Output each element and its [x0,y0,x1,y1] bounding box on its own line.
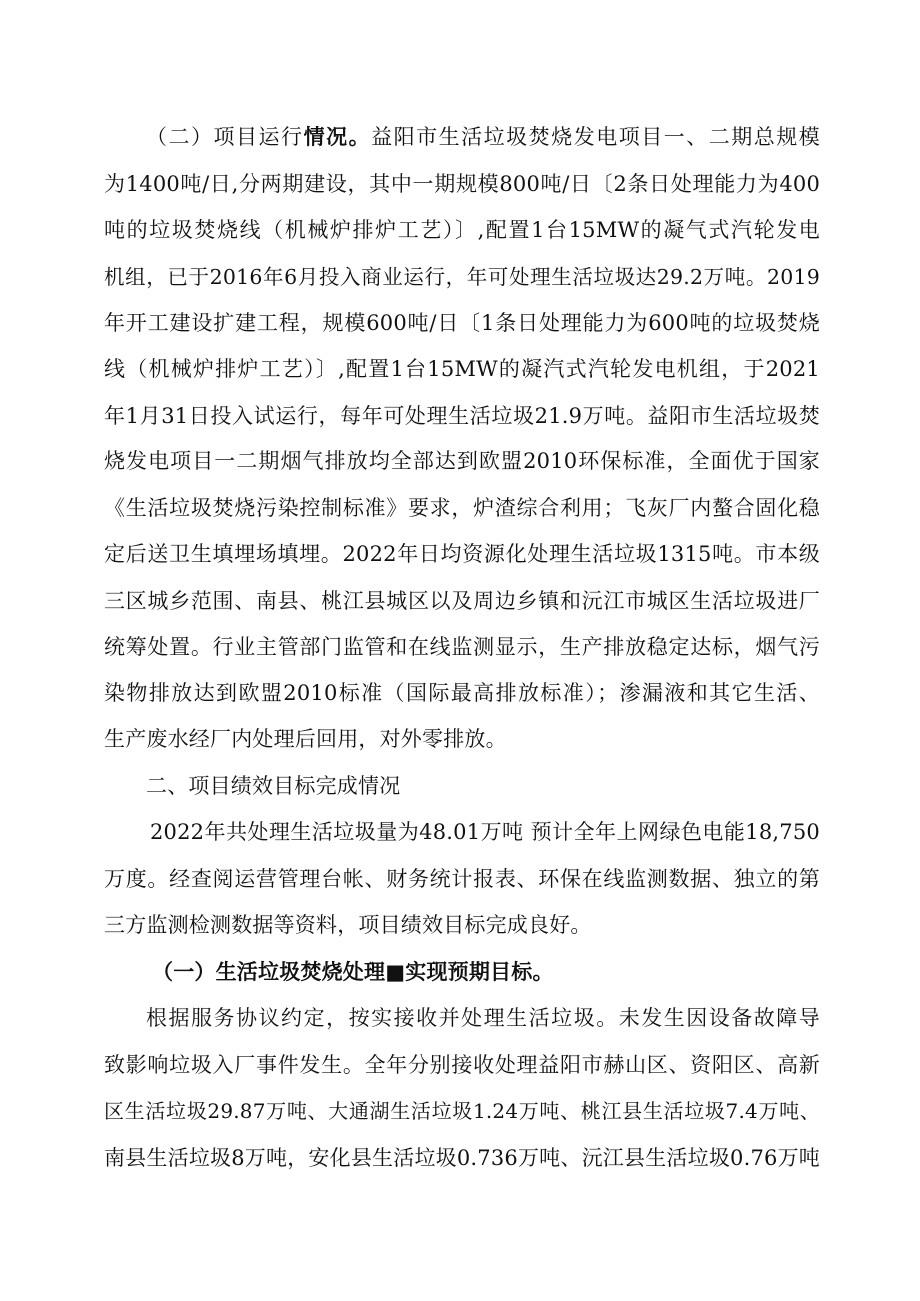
para3-line: 致影响垃圾入厂事件发生。全年分别接收处理益阳市赫山区、资阳区、高新 [104,1053,820,1077]
para1-line: 吨的垃圾焚烧线（机械炉排炉工艺）〕,配置1台15MW的凝气式汽轮发电 [104,218,820,242]
para1-line1-text: 益阳市生活垃圾焚烧发电项目一、二期总规模 [371,125,820,149]
para2-line: 三方监测检测数据等资料，项目绩效目标完成良好。 [104,913,592,937]
para1-line: 为1400吨/日,分两期建设，其中一期规模800吨/日〔2条日处理能力为400 [104,172,820,196]
para1-line: 统筹处置。行业主管部门监管和在线监测显示，生产排放稳定达标，烟气污 [104,635,820,659]
section-2-first-line [146,122,820,152]
para2-line: 万度。经查阅运营管理台帐、财务统计报表、环保在线监测数据、独立的第 [104,867,820,891]
para3-line: 根据服务协议约定，按实接收并处理生活垃圾。未发生因设备故障导 [146,1006,820,1030]
para1-line: 《生活垃圾焚烧污染控制标准》要求，炉渣综合利用；飞灰厂内螯合固化稳 [104,496,820,520]
para2-line: 2022年共处理生活垃圾量为48.01万吨 预计全年上网绿色电能18,750 [150,820,820,844]
subheading: （一）生活垃圾焚烧处理■实现预期目标。 [152,959,554,984]
para3-line: 南县生活垃圾8万吨，安化县生活垃圾0.736万吨、沅江县生活垃圾0.76万吨 [104,1146,820,1170]
para1-line: 烧发电项目一二期烟气排放均全部达到欧盟2010环保标准，全面优于国家 [104,449,820,473]
para3-line: 区生活垃圾29.87万吨、大通湖生活垃圾1.24万吨、桃江县生活垃圾7.4万吨、 [104,1099,820,1123]
section-2-heading-bold: 情况。 [303,124,372,149]
para1-line: 线（机械炉排炉工艺）〕,配置1台15MW的凝汽式汽轮发电机组，于2021 [104,357,820,381]
para1-line: 年1月31日投入试运行，每年可处理生活垃圾21.9万吨。益阳市生活垃圾焚 [104,404,820,428]
para1-line: 机组，已于2016年6月投入商业运行，年可处理生活垃圾达29.2万吨。2019 [104,265,820,289]
para1-line: 年开工建设扩建工程，规模600吨/日〔1条日处理能力为600吨的垃圾焚烧 [104,311,820,335]
section-2-heading-lead: （二）项目运行 [146,125,304,149]
para1-line: 定后送卫生填埋场填埋。2022年日均资源化处理生活垃圾1315吨。市本级 [104,542,820,566]
para1-line: 生产废水经厂内处理后回用，对外零排放。 [104,727,507,751]
para1-line: 染物排放达到欧盟2010标准（国际最高排放标准）；渗漏液和其它生活、 [104,681,820,705]
para1-line: 三区城乡范围、南县、桃江县城区以及周边乡镇和沅江市城区生活垃圾进厂 [104,589,820,613]
section-heading: 二、项目绩效目标完成情况 [146,774,401,798]
